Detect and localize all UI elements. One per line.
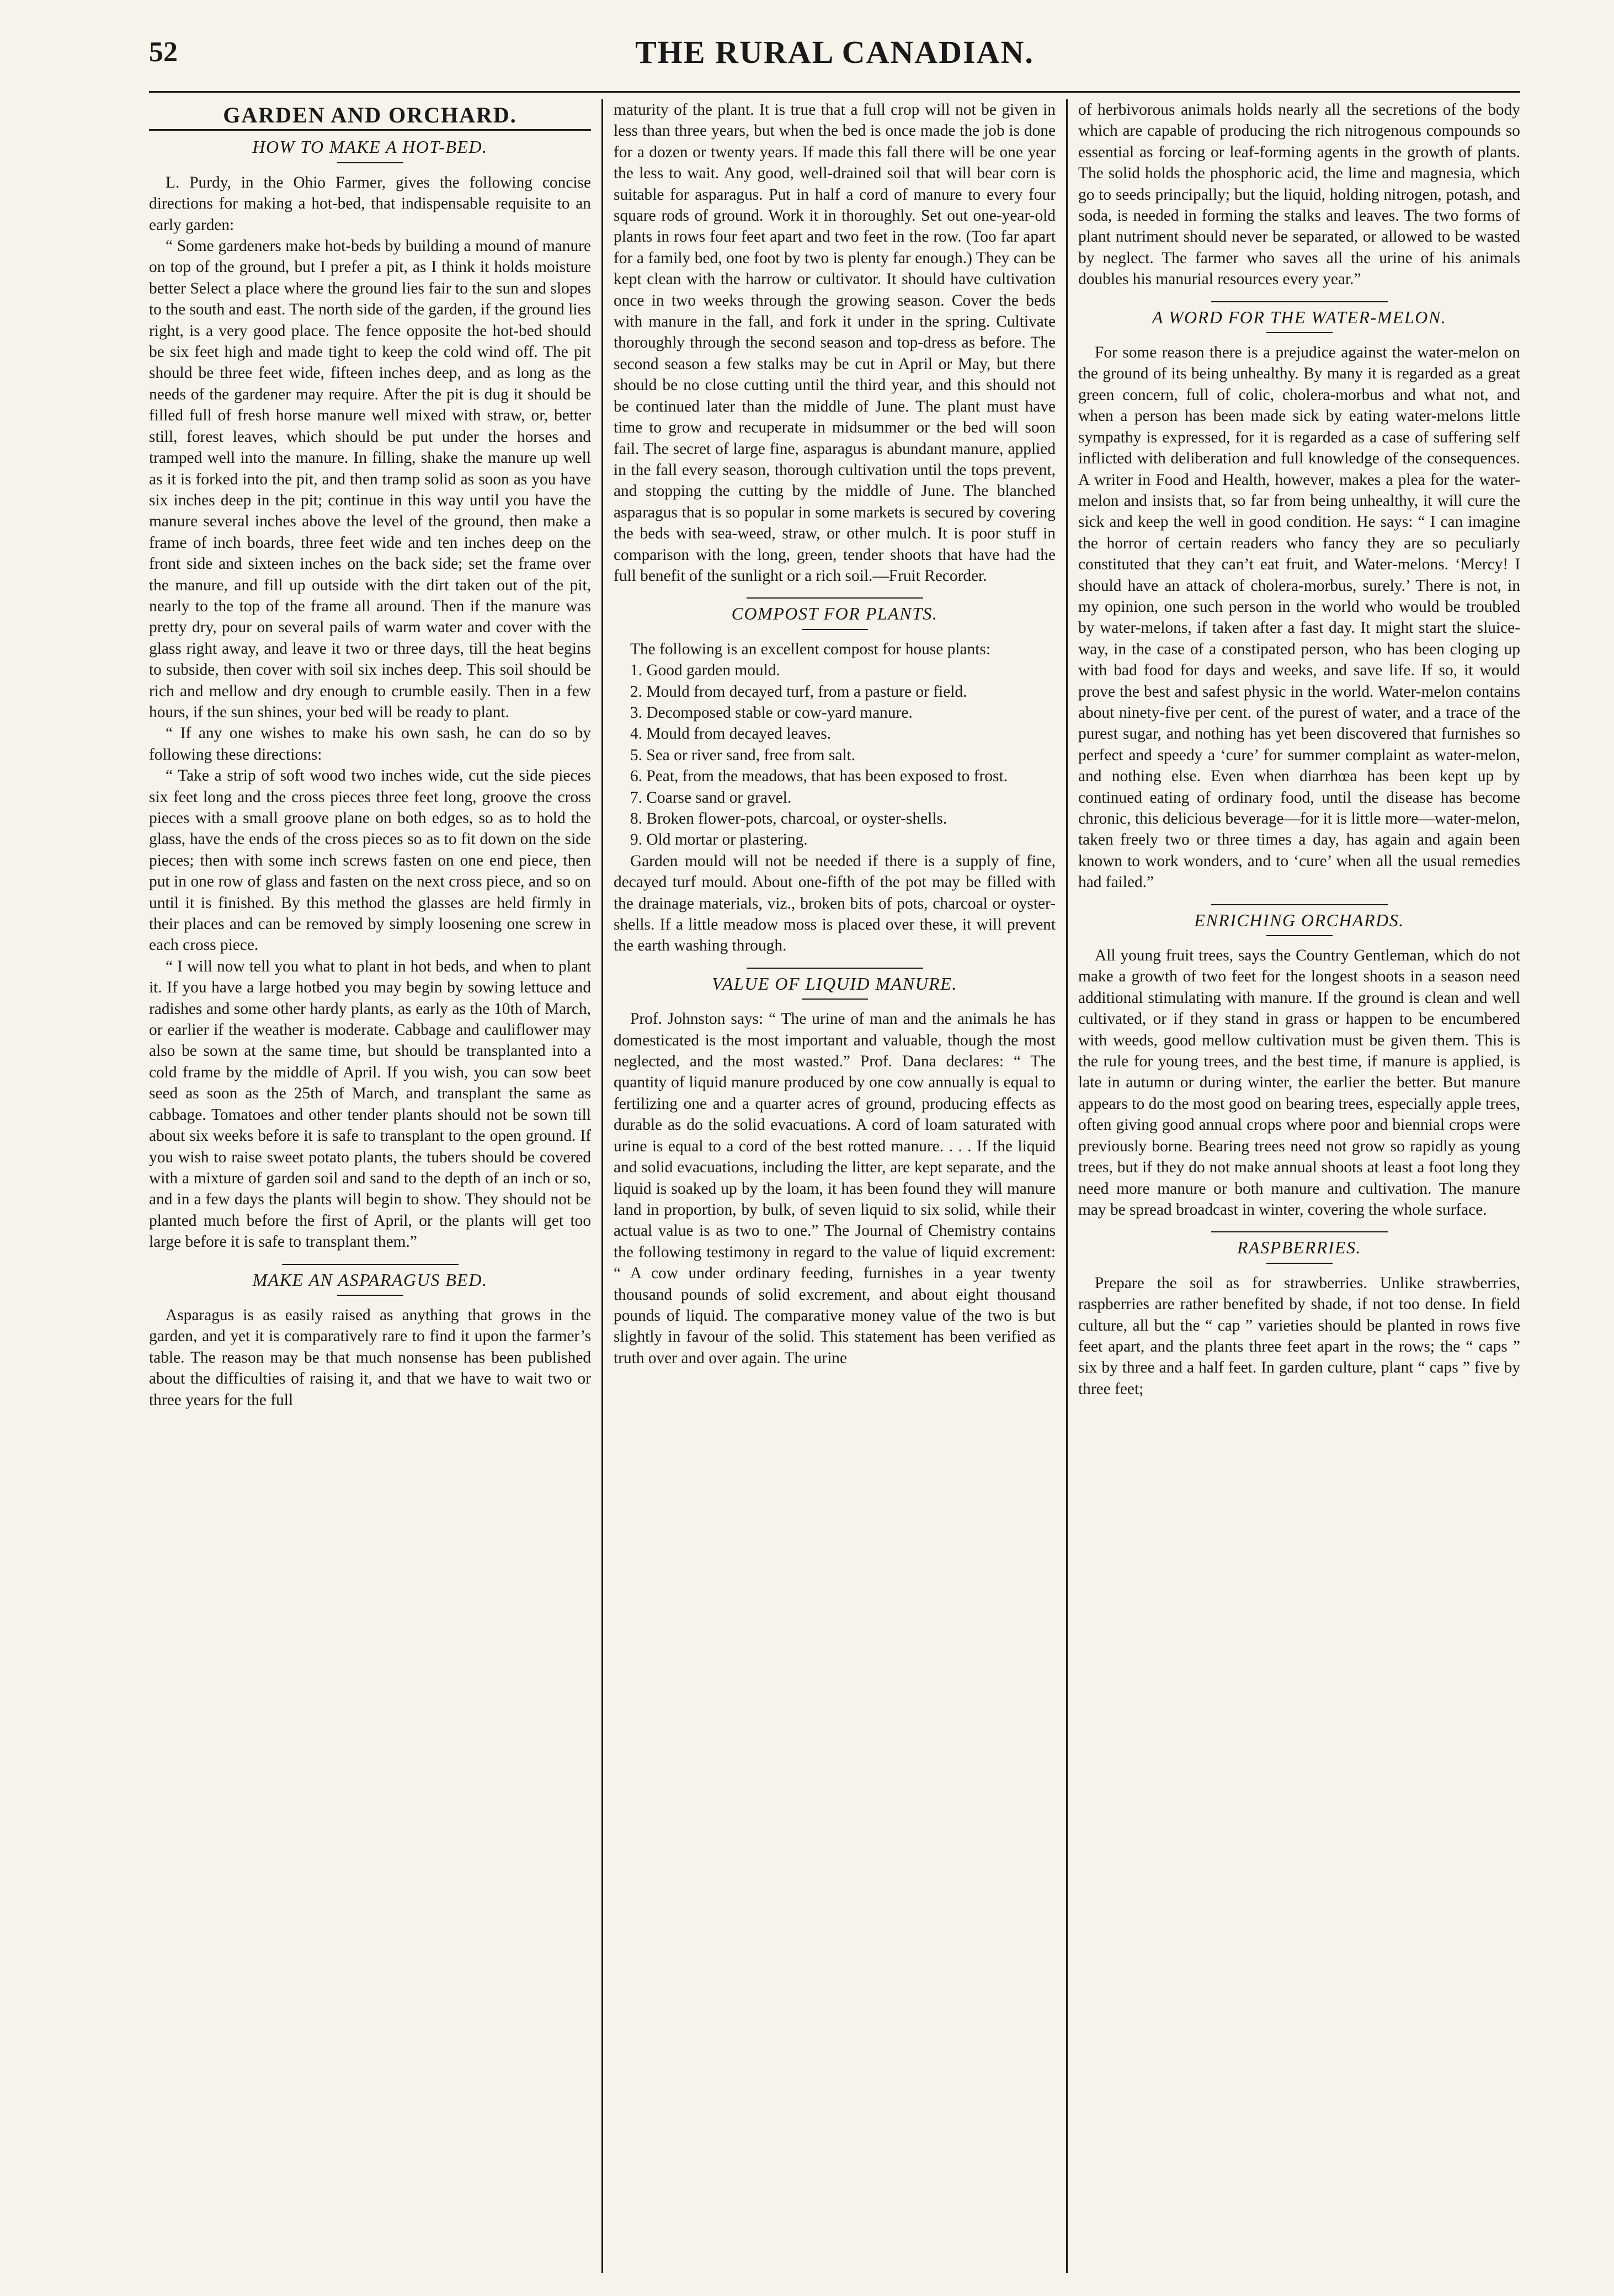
title-rule	[802, 629, 868, 630]
column-1	[149, 99, 591, 2273]
masthead	[149, 30, 1520, 93]
section-rule	[149, 129, 591, 131]
article-title-compost: COMPOST FOR PLANTS.	[731, 604, 938, 624]
newspaper-title: THE RURAL CANADIAN.	[635, 34, 1034, 70]
page-number: 52	[149, 36, 178, 68]
article-title-raspberries: RASPBERRIES.	[1237, 1237, 1362, 1258]
article-title-hotbed: HOW TO MAKE A HOT-BED.	[252, 137, 488, 157]
column-divider	[1066, 99, 1068, 2273]
paragraph: The following is an excellent compost for house plants:	[630, 640, 990, 658]
title-rule	[337, 162, 403, 163]
article-divider	[282, 1264, 459, 1265]
paragraph: Prof. Johnston says: “ The urine of man and the animals he has domesticated is the most important and valuable, though the most neglected, and the most wasted.” Prof. Dana declares: “ The quantity of liquid manure produced by one cow annually is equal to fertilizing one and a quarter acres of ground, producing effects as durable as do the solid evacuations. A cord of loam saturated with urine is equal to a cord of the best rotted manure. . . . If the liquid and solid evacuations, including the litter, are kept separate, and the liquid is soaked up by the loam, it has been found they will manure land in proportion, by bulk, of seven liquid to six solid, while their actual value is as two to one.” The Journal of Chemistry contains the following testimony in regard to the value of liquid excrement: “ A cow under ordinary feeding, furnishes in a year twenty thousand pounds of solid excrement, and about eight thousand pounds of liquid. The comparative money value of the two is but slightly in favour of the solid. This statement has been verified as truth over and over again. The urine	[614, 1010, 1056, 1367]
article-columns	[149, 99, 1520, 2273]
article-divider	[747, 597, 923, 599]
paragraph: Prepare the soil as for strawberries. Unlike strawberries, raspberries are rather benefited by shade, if not too dense. In field culture, all but the “ cap ” varieties should be planted in rows five feet apart, and the plants three feet apart in the rows; the “ caps ” six by three and a half feet. In garden culture, plant “ caps ” five by three feet;	[1078, 1274, 1521, 1398]
paragraph: of herbivorous animals holds nearly all the secretions of the body which are capable of producing the rich nitrogenous compounds so essential as forcing or leaf-forming agents in the growth of plants. The solid holds the phosphoric acid, the lime and magnesia, which go to seeds principally; but the liquid, holding nitrogen, potash, and soda, is needed in forming the stalks and leaves. The two forms of plant nutriment should never be separated, or allowed to be wasted by neglect. The farmer who saves all the urine of his animals doubles his manurial resources every year.”	[1078, 101, 1521, 289]
list-item: 4. Mould from decayed leaves.	[630, 725, 831, 743]
paragraph: “ Some gardeners make hot-beds by building a mound of manure on top of the ground, but I prefer a pit, as I think it holds moisture better Select a place where the ground lies fair to the sun and slopes to the south and east. The north side of the garden, if the ground lies right, is a very good place. The fence opposite the hot-bed should be six feet high and made tight to keep the cold wind off. The pit should be three feet wide, fifteen inches deep, and as long as the needs of the gardener may require. After the pit is dug it should be filled full of fresh horse manure well mixed with straw, or, better still, forest leaves, which should be put under the horses and tramped well into the manure. In filling, shake the manure up well as it is forked into the pit, and then tramp solid as soon as you have six inches deep in the pit; continue in this way until you have the manure several inches above the level of the ground, then make a frame of inch boards, three feet wide and ten inches deep on the front side and sixteen inches on the back side; set the frame over the manure, and fill up outside with the dirt taken out of the pit, nearly to the top of the frame all around. Then if the manure was pretty dry, pour on several pails of warm water and cover with the glass right away, and leave it two or three days, till the heat begins to subside, then cover with soil six inches deep. This soil should be rich and mellow and dry enough to crumble easily. Then in a few hours, if the sun shines, your bed will be ready to plant.	[149, 237, 592, 721]
paragraph: All young fruit trees, says the Country Gentleman, which do not make a growth of two feet for the longest shoots in a season need additional stimulating with manure. If the ground is clean and well cultivated, or if they stand in grass or happen to be encumbered with weeds, good mellow cultivation must be given them. This is the rule for young trees, and the best time, if manure is applied, is late in autumn or during winter, the earlier the better. But manure appears to do the most good on bearing trees, especially apple trees, often giving good annual crops where poor and biennial crops were previously borne. Bearing trees need not grow so rapidly as young trees, but if they do not make annual shoots at least a foot long they need more manure or both manure and cultivation. The manure may be spread broadcast in winter, covering the whole surface.	[1078, 947, 1521, 1219]
paragraph: Garden mould will not be needed if there is a supply of fine, decayed turf mould. About one-fifth of the pot may be filled with the drainage materials, viz., broken bits of pots, charcoal or oyster-shells. If a little meadow moss is placed over these, it will prevent the earth washing through.	[614, 852, 1056, 955]
list-item: 6. Peat, from the meadows, that has been exposed to frost.	[630, 767, 1008, 786]
list-item: 2. Mould from decayed turf, from a pasture or field.	[630, 682, 967, 701]
list-item: 5. Sea or river sand, free from salt.	[630, 746, 856, 764]
title-rule	[1266, 332, 1333, 333]
column-2	[614, 99, 1056, 2273]
list-item: 8. Broken flower-pots, charcoal, or oyster-shells.	[630, 810, 947, 827]
title-rule	[802, 999, 868, 1000]
column-3	[1078, 99, 1520, 2273]
paragraph: “ If any one wishes to make his own sash, he can do so by following these directions:	[149, 724, 592, 763]
paragraph: For some reason there is a prejudice against the water-melon on the ground of its being unhealthy. By many it is regarded as a great green concern, full of colic, cholera-morbus and what not, and when a person has been made sick by eating water-melons little sympathy is expressed, for it is regarded as a case of suffering self inflicted with deliberation and full knowledge of the consequences. A writer in Food and Health, however, makes a plea for the water-melon and insists that, so far from being unhealthy, it will cure the sick and keep the well in good condition. He says: “ I can imagine the horror of certain readers who fancy they are so peculiarly constituted that they can’t eat fruit, and Water-melons. ‘Mercy! I should have an attack of cholera-morbus, surely.’ There is not, in my opinion, one such person in the world who would be troubled by water-melons, if taken after a fast day. It might start the sluice-way, in the case of a constipated person, who has been cloging up with bad food for days and weeks, and save life. If so, it would prove the best and safest physic in the world. Water-melon contains about ninety-five per cent. of the purest of water, and a trace of the purest sugar, and nothing has yet been discovered that furnishes so perfect and speedy a ‘cure’ for summer complaint as water-melon, and nothing else. Even when diarrhœa has been kept up by continued eating of ordinary food, until the disease has become chronic, this delicious beverage—for it is little more—water-melon, taken freely two or three times a day, has again and again been known to work wonders, and to ‘cure’ when all the usual remedies had failed.”	[1078, 344, 1521, 891]
article-title-watermelon: A WORD FOR THE WATER-MELON.	[1152, 307, 1447, 327]
paragraph: Asparagus is as easily raised as anything that grows in the garden, and yet it is comparatively rare to find it upon the farmer’s table. The reason may be that much nonsense has been published about the difficulties of raising it, and that we have to wait two or three years for the full	[149, 1306, 592, 1409]
article-divider	[1211, 904, 1388, 905]
paragraph: “ Take a strip of soft wood two inches wide, cut the side pieces six feet long and the cross pieces three feet long, groove the cross pieces with a small groove plane on both edges, so as to hold the glass, have the ends of the cross pieces so as to fit down on the side pieces; then with some inch screws fasten on one end piece, then put in one row of glass and fasten on the next cross piece, and so on until it is finished. By this method the glasses are held firmly in their places and can be removed by simply loosening one screw in each cross piece.	[149, 767, 592, 954]
article-divider	[1211, 1231, 1388, 1232]
section-title: GARDEN AND ORCHARD.	[223, 103, 517, 127]
title-rule	[1266, 1263, 1333, 1264]
list-item: 9. Old mortar or plastering.	[630, 831, 808, 849]
list-item: 1. Good garden mould.	[630, 661, 780, 680]
list-item: 7. Coarse sand or gravel.	[630, 788, 792, 807]
title-rule	[337, 1295, 403, 1296]
paragraph: “ I will now tell you what to plant in hot beds, and when to plant it. If you have a large hotbed you may begin by sowing lettuce and radishes and some other hardy plants, as early as the 10th of March, or earlier if the weather is moderate. Cabbage and cauliflower may also be sown at the same time, but should be transplanted into a cold frame by the middle of April. If you wish, you can sow beet seed as soon as the 25th of March, and transplant the same as cabbage. Tomatoes and other tender plants should not be sown till about six weeks before it is safe to transplant to the open ground. If you wish to raise sweet potato plants, the tubers should be covered with a mixture of garden soil and sand to the depth of an inch or so, and in a few days the plants will begin to show. They should not be planted much before the first of April, or the plants will get too large before it is safe to transplant them.”	[149, 957, 592, 1251]
newspaper-page	[149, 30, 1520, 2276]
article-title-liquid-manure: VALUE OF LIQUID MANURE.	[712, 973, 957, 994]
column-divider	[601, 99, 603, 2273]
article-title-orchards: ENRICHING ORCHARDS.	[1194, 910, 1404, 930]
paragraph: L. Purdy, in the Ohio Farmer, gives the following concise directions for making a hot-bed, that indispensable requisite to an early garden:	[149, 173, 592, 234]
article-divider	[747, 968, 923, 969]
article-divider	[1211, 301, 1388, 302]
article-title-asparagus: MAKE AN ASPARAGUS BED.	[252, 1269, 488, 1290]
list-item: 3. Decomposed stable or cow-yard manure.	[630, 703, 913, 722]
paragraph: maturity of the plant. It is true that a full crop will not be given in less than three years, but when the bed is once made the job is done for a dozen or twenty years. If made this fall there will be one year the less to wait. Any good, well-drained soil that will bear corn is suitable for asparagus. Put in half a cord of manure to every four square rods of ground. Work it in thoroughly. Set out one-year-old plants in rows four feet apart and two feet in the row. (Too far apart for a family bed, one foot by two is plenty far enough.) They can be kept clean with the harrow or cultivator. It should have cultivation once in two weeks through the growing season. Cover the beds with manure in the fall, and fork it under in the spring. Cultivate thoroughly through the second season and top-dress as before. The second season a few stalks may be cut in April or May, but there should be no close cutting until the third year, and this should not be continued later than the middle of June. The plant must have time to grow and recuperate in midsummer or the bed will soon fail. The secret of large fine, asparagus is abundant manure, applied in the fall every season, thorough cultivation until the tops prevent, and stopping the cutting by the middle of June. The blanched asparagus that is so popular in some markets is secured by covering the beds with sea-weed, straw, or other mulch. It is poor stuff in comparison with the long, green, tender shoots that have had the full benefit of the sunlight or a rich soil.—Fruit Recorder.	[614, 101, 1056, 585]
title-rule	[1266, 935, 1333, 936]
